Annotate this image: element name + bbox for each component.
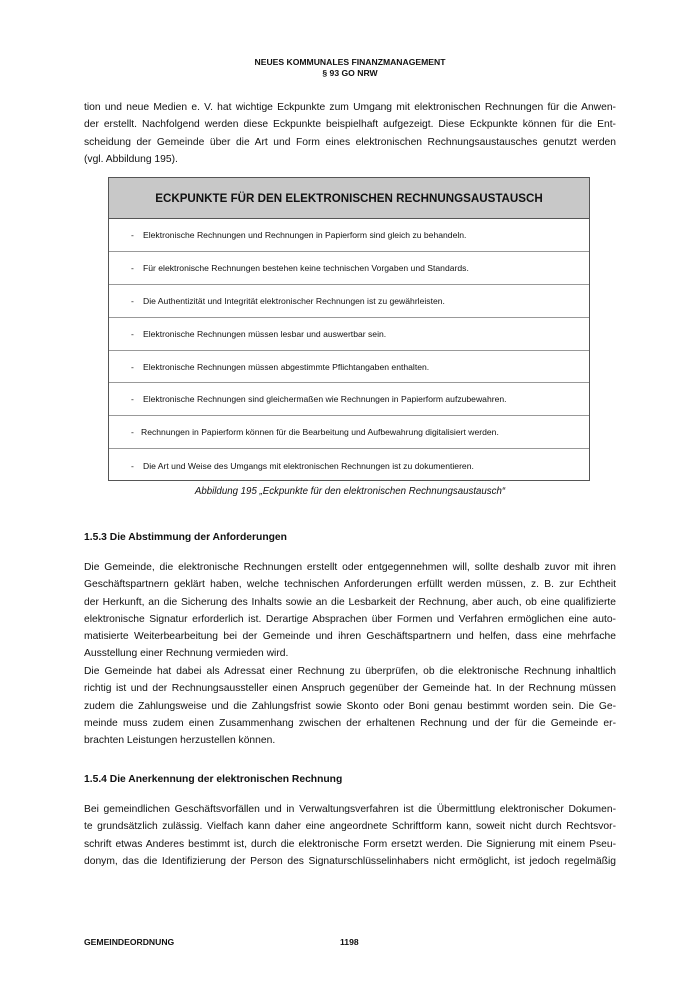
section-paragraph xyxy=(84,801,616,870)
page-header xyxy=(0,57,700,79)
text-line: Die Gemeinde, die elektronische Rechnungen erstellt oder entgegennehmen will, sollte deshalb zuvor mit ihren xyxy=(84,562,616,573)
text-line: richtig ist und der Rechnungsaussteller einen Anspruch gegenüber der Gemeinde hat. In der Rechnung müssen xyxy=(84,683,616,695)
dash-bullet: - xyxy=(131,229,134,240)
figure-caption: Abbildung 195 „Eckpunkte für den elektronischen Rechnungsaustausch“ xyxy=(194,486,506,497)
list-item xyxy=(109,416,589,449)
list-item-text: Die Art und Weise des Umgangs mit elektronischen Rechnungen ist zu dokumentieren. xyxy=(143,460,474,471)
list-item xyxy=(109,351,589,384)
page-number: 1198 xyxy=(340,937,359,947)
dash-bullet: - xyxy=(131,394,134,405)
dash-bullet: - xyxy=(131,295,134,306)
text-line: donym, das die Identifizierung der Person des Signaturschlüsselinhabers nicht ermöglicht, ist jedoch regelmäßig xyxy=(84,855,616,867)
list-item xyxy=(109,383,589,416)
intro-paragraph xyxy=(84,99,616,168)
dash-bullet: - xyxy=(131,328,134,339)
text-line: Geschäftspartnern geklärt haben, welche technischen Anforderungen erfüllt werden müssen, z. B. zur Echtheit xyxy=(84,579,616,591)
section-heading: 1.5.3 Die Abstimmung der Anforderungen xyxy=(84,532,287,543)
dash-bullet: - xyxy=(131,361,134,372)
text-line: tion und neue Medien e. V. hat wichtige Eckpunkte zum Umgang mit elektronischen Rechnungen für die Anwen- xyxy=(84,102,616,113)
list-item xyxy=(109,219,589,252)
footer-label: GEMEINDEORDNUNG xyxy=(84,937,175,947)
dash-bullet: - xyxy=(131,427,134,438)
list-item-text: Die Authentizität und Integrität elektronischer Rechnungen ist zu gewährleisten. xyxy=(143,295,445,306)
dash-bullet: - xyxy=(131,262,134,273)
text-line: der erstellt. Nachfolgend werden diese Eckpunkte beispielhaft aufgezeigt. Diese Eckpunkte können für die Ent- xyxy=(84,119,616,131)
text-line: Ausstellung einer Rechnung vermieden wird. xyxy=(84,648,289,660)
header-title: NEUES KOMMUNALES FINANZMANAGEMENT xyxy=(254,57,446,67)
text-line: zudem die Zahlungsweise und die Zahlungsfrist sowie Skonto oder Boni genau bestimmt worden sein. Die Ge- xyxy=(84,700,616,712)
header-section: § 93 GO NRW xyxy=(322,68,378,78)
text-line: elektronische Signatur erforderlich ist. Derartige Absprachen über Formen und Verfahren ermöglichen eine auto- xyxy=(84,613,616,625)
list-item xyxy=(109,285,589,318)
text-line: Bei gemeindlichen Geschäftsvorfällen und in Verwaltungsverfahren ist die Übermittlung elektronischer Dokumen- xyxy=(84,804,616,815)
text-line: (vgl. Abbildung 195). xyxy=(84,153,178,165)
list-item-text: Rechnungen in Papierform können für die Bearbeitung und Aufbewahrung digitalisiert werden. xyxy=(141,427,499,438)
list-item-text: Elektronische Rechnungen müssen abgestimmte Pflichtangaben enthalten. xyxy=(143,361,430,372)
text-line: matisierte Weiterbearbeitung bei der Gemeinde und ihren Geschäftspartnern und helfen, dass eine mehrfache xyxy=(84,631,616,643)
text-line: scheidung der Gemeinde über die Art und Form eines elektronischen Rechnungsaustausches genutzt werden xyxy=(84,136,616,148)
eckpunkte-figure xyxy=(108,177,590,481)
figure-title: ECKPUNKTE FÜR DEN ELEKTRONISCHEN RECHNUNGSAUSTAUSCH xyxy=(109,178,589,219)
list-item xyxy=(109,318,589,351)
list-item-text: Elektronische Rechnungen sind gleichermaßen wie Rechnungen in Papierform aufzubewahren. xyxy=(143,394,507,405)
section-paragraph xyxy=(84,663,616,749)
list-item xyxy=(109,252,589,285)
text-line: brachten Leistungen herzustellen können. xyxy=(84,735,276,747)
text-line: schrift etwas Anderes bestimmt ist, durch die elektronische Form ersetzt werden. Die Signierung mit einem Pseu- xyxy=(84,838,616,850)
text-line: der Herkunft, an die Sicherung des Inhalts sowie an die Lesbarkeit der Rechnung, aber auch, ob eine qualifizierte xyxy=(84,596,616,608)
text-line: te grundsätzlich zulässig. Vielfach kann daher eine angeordnete Schriftform kann, soweit nicht durch Rechtsvor- xyxy=(84,821,616,833)
list-item-text: Für elektronische Rechnungen bestehen keine technischen Vorgaben und Standards. xyxy=(143,262,469,273)
section-paragraph xyxy=(84,559,616,663)
list-item xyxy=(109,449,589,482)
section-heading: 1.5.4 Die Anerkennung der elektronischen Rechnung xyxy=(84,774,343,785)
dash-bullet: - xyxy=(131,460,134,471)
list-item-text: Elektronische Rechnungen müssen lesbar und auswertbar sein. xyxy=(143,328,387,339)
list-item-text: Elektronische Rechnungen und Rechnungen in Papierform sind gleich zu behandeln. xyxy=(143,229,467,240)
text-line: meinde muss zudem einen Zusammenhang zwischen der erhaltenen Rechnung und der für die Gemeinde er- xyxy=(84,717,616,729)
text-line: Die Gemeinde hat dabei als Adressat einer Rechnung zu überprüfen, ob die elektronische Rechnung inhaltlich xyxy=(84,666,616,677)
